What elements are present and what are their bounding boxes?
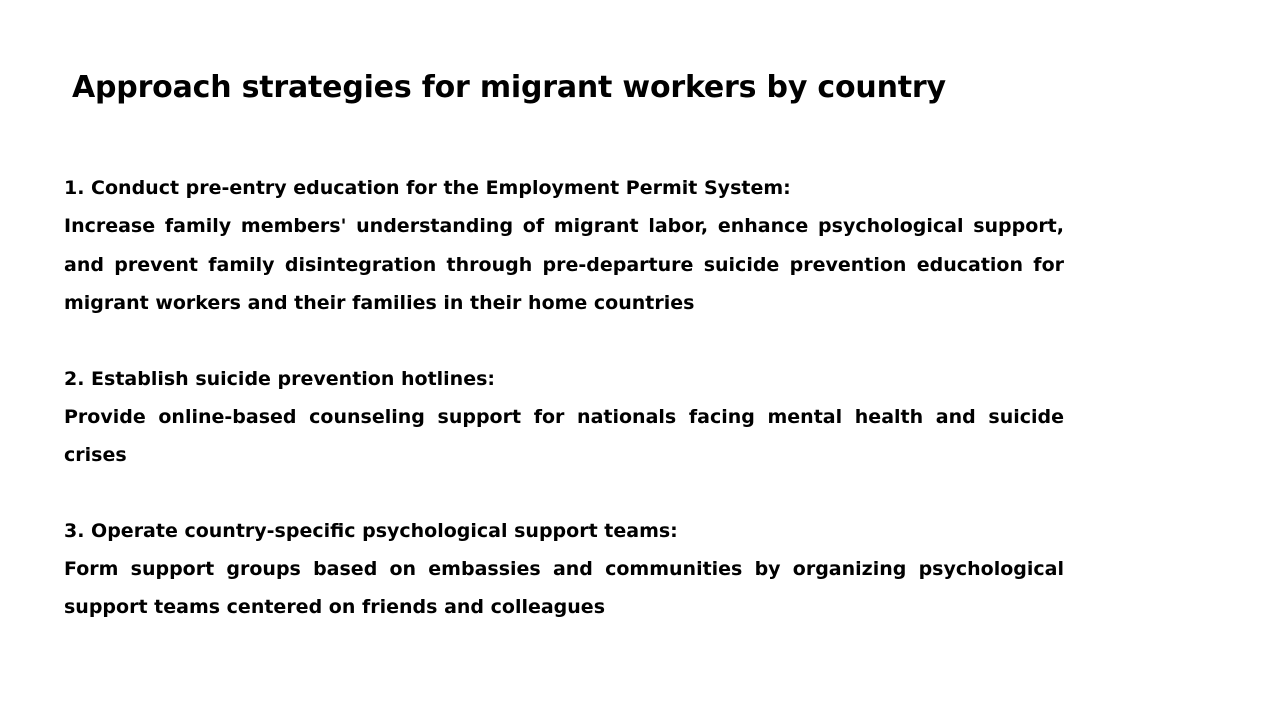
strategy-item-2 (64, 361, 1064, 475)
strategy-heading: 1. Conduct pre-entry education for the Employment Permit System: (64, 177, 791, 199)
strategy-item-1 (64, 170, 1064, 323)
strategy-description: Increase family members' understanding of migrant labor, enhance psychological support, and prevent family disintegration through pre-departure suicide prevention education for migrant workers and their families in their home countries (64, 215, 1064, 314)
slide-title: Approach strategies for migrant workers by country (72, 70, 946, 105)
strategy-heading: 3. Operate country-specific psychological support teams: (64, 519, 678, 542)
strategy-item-3 (64, 513, 1064, 627)
strategy-list (64, 170, 1064, 665)
strategy-description: Form support groups based on embassies and communities by organizing psychological support teams centered on friends and colleagues (64, 557, 1064, 618)
strategy-heading: 2. Establish suicide prevention hotlines: (64, 367, 495, 390)
strategy-description: Provide online-based counseling support for nationals facing mental health and suicide crises (64, 405, 1064, 466)
